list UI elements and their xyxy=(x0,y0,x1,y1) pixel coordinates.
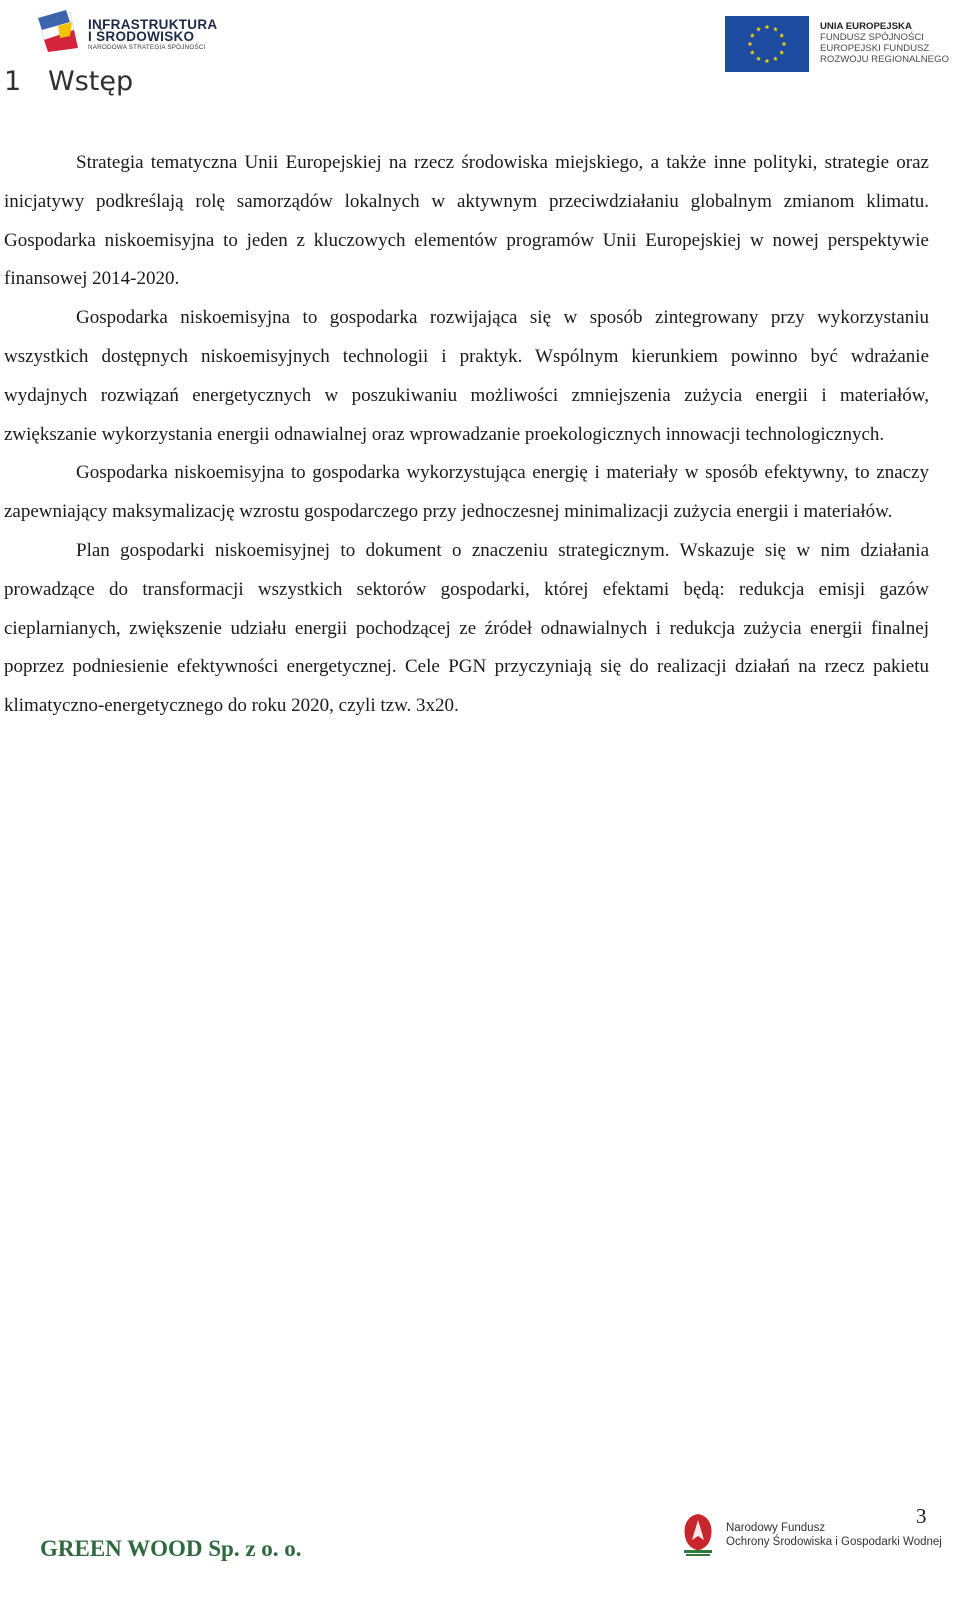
document-body xyxy=(4,144,929,726)
eu-logo-line1: UNIA EUROPEJSKA xyxy=(820,21,912,32)
logo-left-line2: I ŚRODOWISKO xyxy=(88,29,195,44)
eu-logo-line3: EUROPEJSKI FUNDUSZ xyxy=(820,43,930,54)
nfosigw-logo xyxy=(678,1510,942,1560)
eu-logo xyxy=(725,16,955,74)
paragraph: Gospodarka niskoemisyjna to gospodarka wykorzystująca energię i materiały w sposób efektywny, to znaczy zapewniający maksymalizację wzrostu gospodarczego przy jednoczesnej minimalizacji zużycia energii i materiałów. xyxy=(4,462,929,523)
logo-left-line3: NARODOWA STRATEGIA SPÓJNOŚCI xyxy=(88,44,206,51)
footer-company-name: GREEN WOOD Sp. z o. o. xyxy=(40,1536,302,1561)
eu-flag-icon xyxy=(725,16,809,72)
fund-name-line1: Narodowy Fundusz xyxy=(726,1522,826,1534)
section-heading xyxy=(4,66,133,97)
nfosigw-emblem-icon xyxy=(678,1510,718,1558)
eu-logo-text xyxy=(820,21,949,65)
page-number: 3 xyxy=(916,1504,927,1528)
paragraph: Gospodarka niskoemisyjna to gospodarka rozwijająca się w sposób zintegrowany przy wykorzystaniu wszystkich dostępnych niskoemisyjnych technologii i praktyk. Wspólnym kierunkiem powinno być wdrażanie wydajnych rozwiązań energetycznych w poszukiwaniu możliwości zmniejszenia zużycia energii i materiałów, zwiększanie wykorzystania energii odnawialnej oraz wprowadzanie proekologicznych innowacji technologicznych. xyxy=(4,307,929,445)
infrastruktura-logo xyxy=(36,8,226,54)
section-number: 1 xyxy=(4,66,22,97)
logo-left-line1: INFRASTRUKTURA xyxy=(88,17,218,32)
section-title: Wstęp xyxy=(48,66,134,97)
paragraph: Strategia tematyczna Unii Europejskiej na rzecz środowiska miejskiego, a także inne polityki, strategie oraz inicjatywy podkreślają rolę samorządów lokalnych w aktywnym przeciwdziałaniu globalnym zmianom klimatu. Gospodarka niskoemisyjna to jeden z kluczowych elementów programów Unii Europejskiej w nowej perspektywie finansowej 2014-2020. xyxy=(4,152,929,290)
paragraph: Plan gospodarki niskoemisyjnej to dokument o znaczeniu strategicznym. Wskazuje się w nim działania prowadzące do transformacji wszystkich sektorów gospodarki, której efektami będą: redukcja emisji gazów cieplarnianych, zwiększenie udziału energii pochodzącej ze źródeł odnawialnych i redukcja zużycia energii finalnej poprzez podniesienie efektywności energetycznej. Cele PGN przyczyniają się do realizacji działań na rzecz pakietu klimatyczno-energetycznego do roku 2020, czyli tzw. 3x20. xyxy=(4,539,929,717)
fund-name-line2: Ochrony Środowiska i Gospodarki Wodnej xyxy=(726,1536,942,1548)
eu-logo-line2: FUNDUSZ SPÓJNOŚCI xyxy=(820,32,924,43)
eu-logo-line4: ROZWOJU REGIONALNEGO xyxy=(820,54,949,65)
polish-flag-icon xyxy=(36,8,84,54)
